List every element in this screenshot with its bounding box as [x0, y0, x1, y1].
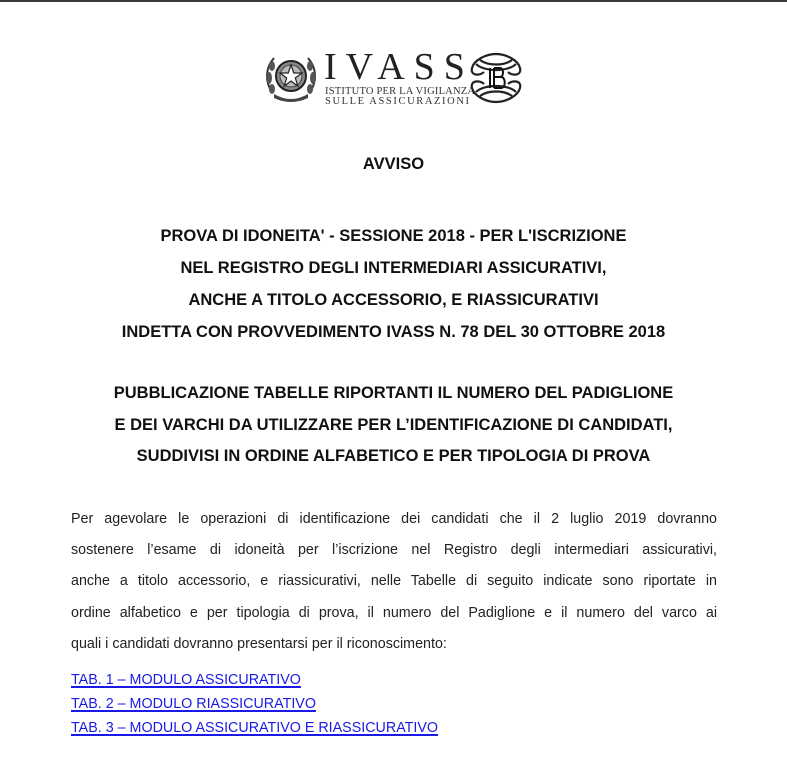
banca-d-italia-monogram-icon	[468, 50, 524, 106]
subtitle-line: PUBBLICAZIONE TABELLE RIPORTANTI IL NUMERO DEL PADIGLIONE	[113, 384, 674, 402]
body-line: sostenere l’esame di idoneità per l’iscrizione nel Registro degli intermediari assicurativi,	[71, 542, 717, 559]
table-links	[71, 668, 438, 740]
body-line: Per agevolare le operazioni di identificazione dei candidati che il 2 luglio 2019 dovranno	[71, 511, 717, 527]
ivass-wordmark: IVASS	[324, 46, 474, 88]
link-tab-3-modulo-assicurativo-e-riassicurativo[interactable]: TAB. 3 – MODULO ASSICURATIVO E RIASSICURATIVO	[71, 720, 439, 736]
title-line: INDETTA CON PROVVEDIMENTO IVASS N. 78 DEL 30 OTTOBRE 2018	[121, 323, 666, 341]
document-title	[0, 220, 787, 348]
ivass-subtitle-line2: SULLE ASSICURAZIONI	[325, 96, 471, 107]
link-tab-1-modulo-assicurativo[interactable]: TAB. 1 – MODULO ASSICURATIVO	[71, 672, 301, 688]
notice-label: AVVISO	[362, 155, 425, 173]
title-line: PROVA DI IDONEITA' - SESSIONE 2018 - PER L'ISCRIZIONE	[160, 227, 627, 245]
ivass-logo	[262, 48, 526, 108]
subtitle-line: SUDDIVISI IN ORDINE ALFABETICO E PER TIPOLOGIA DI PROVA	[136, 447, 651, 465]
italian-republic-emblem-icon	[262, 48, 320, 106]
ivass-subtitle-line1: ISTITUTO PER LA VIGILANZA	[325, 86, 476, 97]
body-line: anche a titolo accessorio, e riassicurativi, nelle Tabelle di seguito indicate sono riportate in	[71, 573, 717, 590]
body-line: ordine alfabetico e per tipologia di prova, il numero del Padiglione e il numero del varco ai	[71, 604, 717, 621]
subtitle-line: E DEI VARCHI DA UTILIZZARE PER L’IDENTIFICAZIONE DI CANDIDATI,	[114, 415, 673, 434]
title-line: NEL REGISTRO DEGLI INTERMEDIARI ASSICURATIVI,	[180, 259, 607, 277]
body-paragraph	[71, 504, 717, 660]
link-tab-2-modulo-riassicurativo[interactable]: TAB. 2 – MODULO RIASSICURATIVO	[71, 696, 316, 712]
document-subtitle	[0, 378, 787, 473]
body-line: quali i candidati dovranno presentarsi per il riconoscimento:	[71, 635, 447, 652]
top-border	[0, 0, 787, 2]
title-line: ANCHE A TITOLO ACCESSORIO, E RIASSICURATIVI	[188, 291, 599, 309]
